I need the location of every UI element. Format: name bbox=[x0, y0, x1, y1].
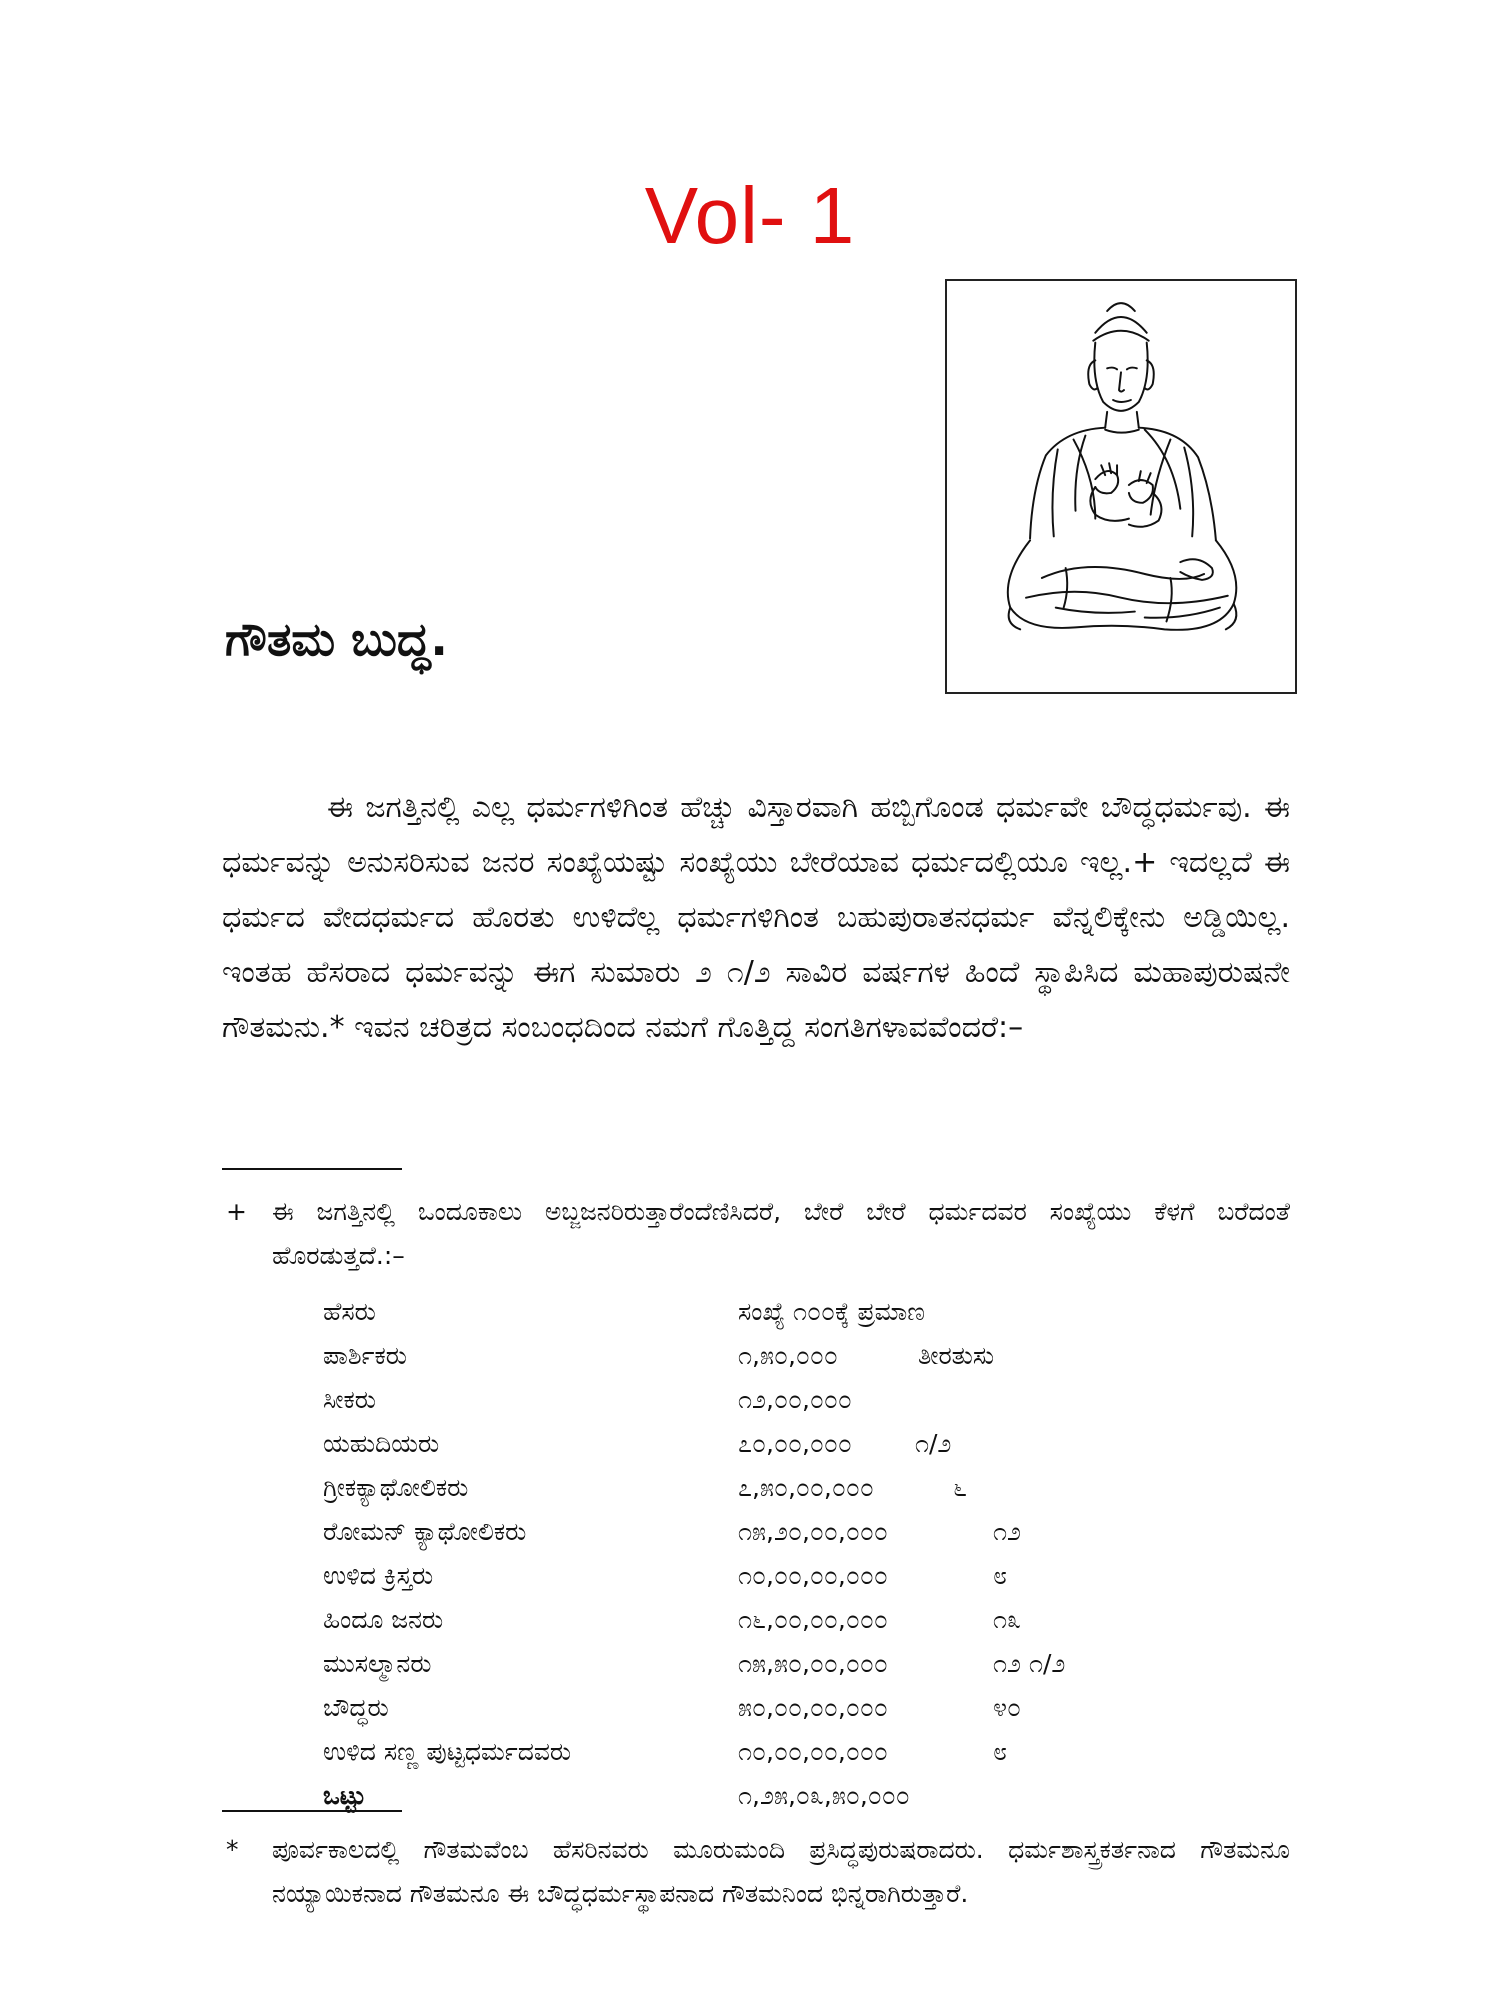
row-count: ೧೫,೫೦,೦೦,೦೦೦ bbox=[738, 1649, 888, 1678]
row-note: ೧೩ bbox=[993, 1605, 1022, 1634]
table-row bbox=[323, 1686, 1123, 1730]
row-name: ಪಾರ್ಶಿಕರು bbox=[323, 1341, 407, 1370]
row-count: ೧೨,೦೦,೦೦೦ bbox=[738, 1385, 852, 1414]
total-count: ೧,೨೫,೦೩,೫೦,೦೦೦ bbox=[738, 1781, 910, 1810]
table-row bbox=[323, 1642, 1123, 1686]
column-header-count: ಸಂಖ್ಯೆ ೧೦೦ಕ್ಕೆ ಪ್ರಮಾಣ bbox=[738, 1297, 925, 1326]
table-row bbox=[323, 1422, 1123, 1466]
row-note: ೧೨ ೧/೨ bbox=[993, 1649, 1066, 1678]
column-header-name: ಹೆಸರು bbox=[323, 1297, 376, 1326]
row-count: ೫೦,೦೦,೦೦,೦೦೦ bbox=[738, 1693, 888, 1722]
table-row bbox=[323, 1466, 1123, 1510]
row-name: ಯಹುದಿಯರು bbox=[323, 1429, 440, 1458]
row-note: ತೀರತುಸು bbox=[918, 1341, 995, 1370]
table-row bbox=[323, 1554, 1123, 1598]
row-count: ೭೦,೦೦,೦೦೦ bbox=[738, 1429, 852, 1458]
table-row bbox=[323, 1730, 1123, 1774]
row-count: ೧೫,೨೦,೦೦,೦೦೦ bbox=[738, 1517, 888, 1546]
chapter-title: ಗೌತಮ ಬುದ್ಧ. bbox=[225, 612, 448, 666]
footnote-mark: + bbox=[226, 1197, 247, 1226]
table-row bbox=[323, 1510, 1123, 1554]
footnote-divider bbox=[222, 1810, 402, 1812]
row-name: ಮುಸಲ್ಮಾನರು bbox=[323, 1649, 432, 1678]
row-note: ೮ bbox=[993, 1737, 1008, 1766]
row-note: ೮ bbox=[993, 1561, 1008, 1590]
body-paragraph bbox=[222, 780, 1290, 1055]
table-row bbox=[323, 1598, 1123, 1642]
table-row bbox=[323, 1334, 1123, 1378]
total-label: ಒಟ್ಟು bbox=[323, 1781, 366, 1810]
footnote-star bbox=[222, 1828, 1290, 1916]
row-name: ಉಳಿದ ಕ್ರಿಸ್ತರು bbox=[323, 1561, 434, 1590]
footnote-divider bbox=[222, 1168, 402, 1170]
row-name: ಹಿಂದೂ ಜನರು bbox=[323, 1605, 444, 1634]
table-header-row bbox=[323, 1290, 1123, 1334]
row-count: ೧,೫೦,೦೦೦ bbox=[738, 1341, 838, 1370]
table-row bbox=[323, 1378, 1123, 1422]
row-name: ಸೀಕರು bbox=[323, 1385, 376, 1414]
footnote-mark: * bbox=[226, 1835, 239, 1864]
row-note: ೪೦ bbox=[993, 1693, 1022, 1722]
footnote-text: ಪೂರ್ವಕಾಲದಲ್ಲಿ ಗೌತಮವೆಂಬ ಹೆಸರಿನವರು ಮೂರುಮಂದಿ ಪ್ರಸಿದ್ಧಪುರುಷರಾದರು. ಧರ್ಮಶಾಸ್ತ್ರಕರ್ತನಾದ ಗೌತಮನೂ ನಯ್ಯಾಯಿಕನಾದ ಗೌತಮನೂ ಈ ಬೌದ್ಧಧರ್ಮಸ್ಥಾಪನಾದ ಗೌತಮನಿಂದ ಭಿನ್ನರಾಗಿರುತ್ತಾರೆ. bbox=[272, 1835, 1290, 1908]
table-total-row bbox=[323, 1774, 1123, 1818]
footnote-text: ಈ ಜಗತ್ತಿನಲ್ಲಿ ಒಂದೂಕಾಲು ಅಬ್ಜಜನರಿರುತ್ತಾರೆಂದೆಣಿಸಿದರೆ, ಬೇರೆ ಬೇರೆ ಧರ್ಮದವರ ಸಂಖ್ಯೆಯು ಕೆಳಗೆ ಬರೆದಂತೆ ಹೊರಡುತ್ತದೆ.:– bbox=[272, 1197, 1290, 1270]
row-note: ೬ bbox=[953, 1473, 968, 1502]
row-name: ಗ್ರೀಕಕ್ಯಾಥೋಲಿಕರು bbox=[323, 1473, 469, 1502]
row-note: ೧೨ bbox=[993, 1517, 1022, 1546]
volume-label: Vol- 1 bbox=[644, 171, 856, 260]
row-count: ೧೬,೦೦,೦೦,೦೦೦ bbox=[738, 1605, 888, 1634]
row-count: ೭,೫೦,೦೦,೦೦೦ bbox=[738, 1473, 874, 1502]
row-name: ಬೌದ್ಧರು bbox=[323, 1693, 389, 1722]
row-count: ೧೦,೦೦,೦೦,೦೦೦ bbox=[738, 1737, 888, 1766]
seated-buddha-illustration bbox=[945, 279, 1297, 694]
row-note: ೧/೨ bbox=[915, 1429, 952, 1458]
row-count: ೧೦,೦೦,೦೦,೦೦೦ bbox=[738, 1561, 888, 1590]
population-table bbox=[323, 1290, 1123, 1818]
paragraph-text: ಈ ಜಗತ್ತಿನಲ್ಲಿ ಎಲ್ಲ ಧರ್ಮಗಳಿಗಿಂತ ಹೆಚ್ಚು ವಿಸ್ತಾರವಾಗಿ ಹಬ್ಬಿಗೊಂಡ ಧರ್ಮವೇ ಬೌದ್ಧಧರ್ಮವು. ಈ ಧರ್ಮವನ್ನು ಅನುಸರಿಸುವ ಜನರ ಸಂಖ್ಯೆಯಷ್ಟು ಸಂಖ್ಯೆಯು ಬೇರೆಯಾವ ಧರ್ಮದಲ್ಲಿಯೂ ಇಲ್ಲ.+ ಇದಲ್ಲದೆ ಈ ಧರ್ಮದ ವೇದಧರ್ಮದ ಹೊರತು ಉಳಿದೆಲ್ಲ ಧರ್ಮಗಳಿಗಿಂತ ಬಹುಪುರಾತನಧರ್ಮ ವೆನ್ನಲಿಕ್ಕೇನು ಅಡ್ಡಿಯಿಲ್ಲ. ಇಂತಹ ಹೆಸರಾದ ಧರ್ಮವನ್ನು ಈಗ ಸುಮಾರು ೨ ೧/೨ ಸಾವಿರ ವರ್ಷಗಳ ಹಿಂದೆ ಸ್ಥಾಪಿಸಿದ ಮಹಾಪುರುಷನೇ ಗೌತಮನು.* ಇವನ ಚರಿತ್ರದ ಸಂಬಂಧದಿಂದ ನಮಗೆ ಗೊತ್ತಿದ್ದ ಸಂಗತಿಗಳಾವವೆಂದರೆ:– bbox=[222, 790, 1290, 1045]
footnote-plus bbox=[222, 1190, 1290, 1278]
row-name: ಉಳಿದ ಸಣ್ಣ ಪುಟ್ಟಧರ್ಮದವರು bbox=[323, 1737, 572, 1766]
row-name: ರೋಮನ್ ಕ್ಯಾಥೋಲಿಕರು bbox=[323, 1517, 527, 1546]
